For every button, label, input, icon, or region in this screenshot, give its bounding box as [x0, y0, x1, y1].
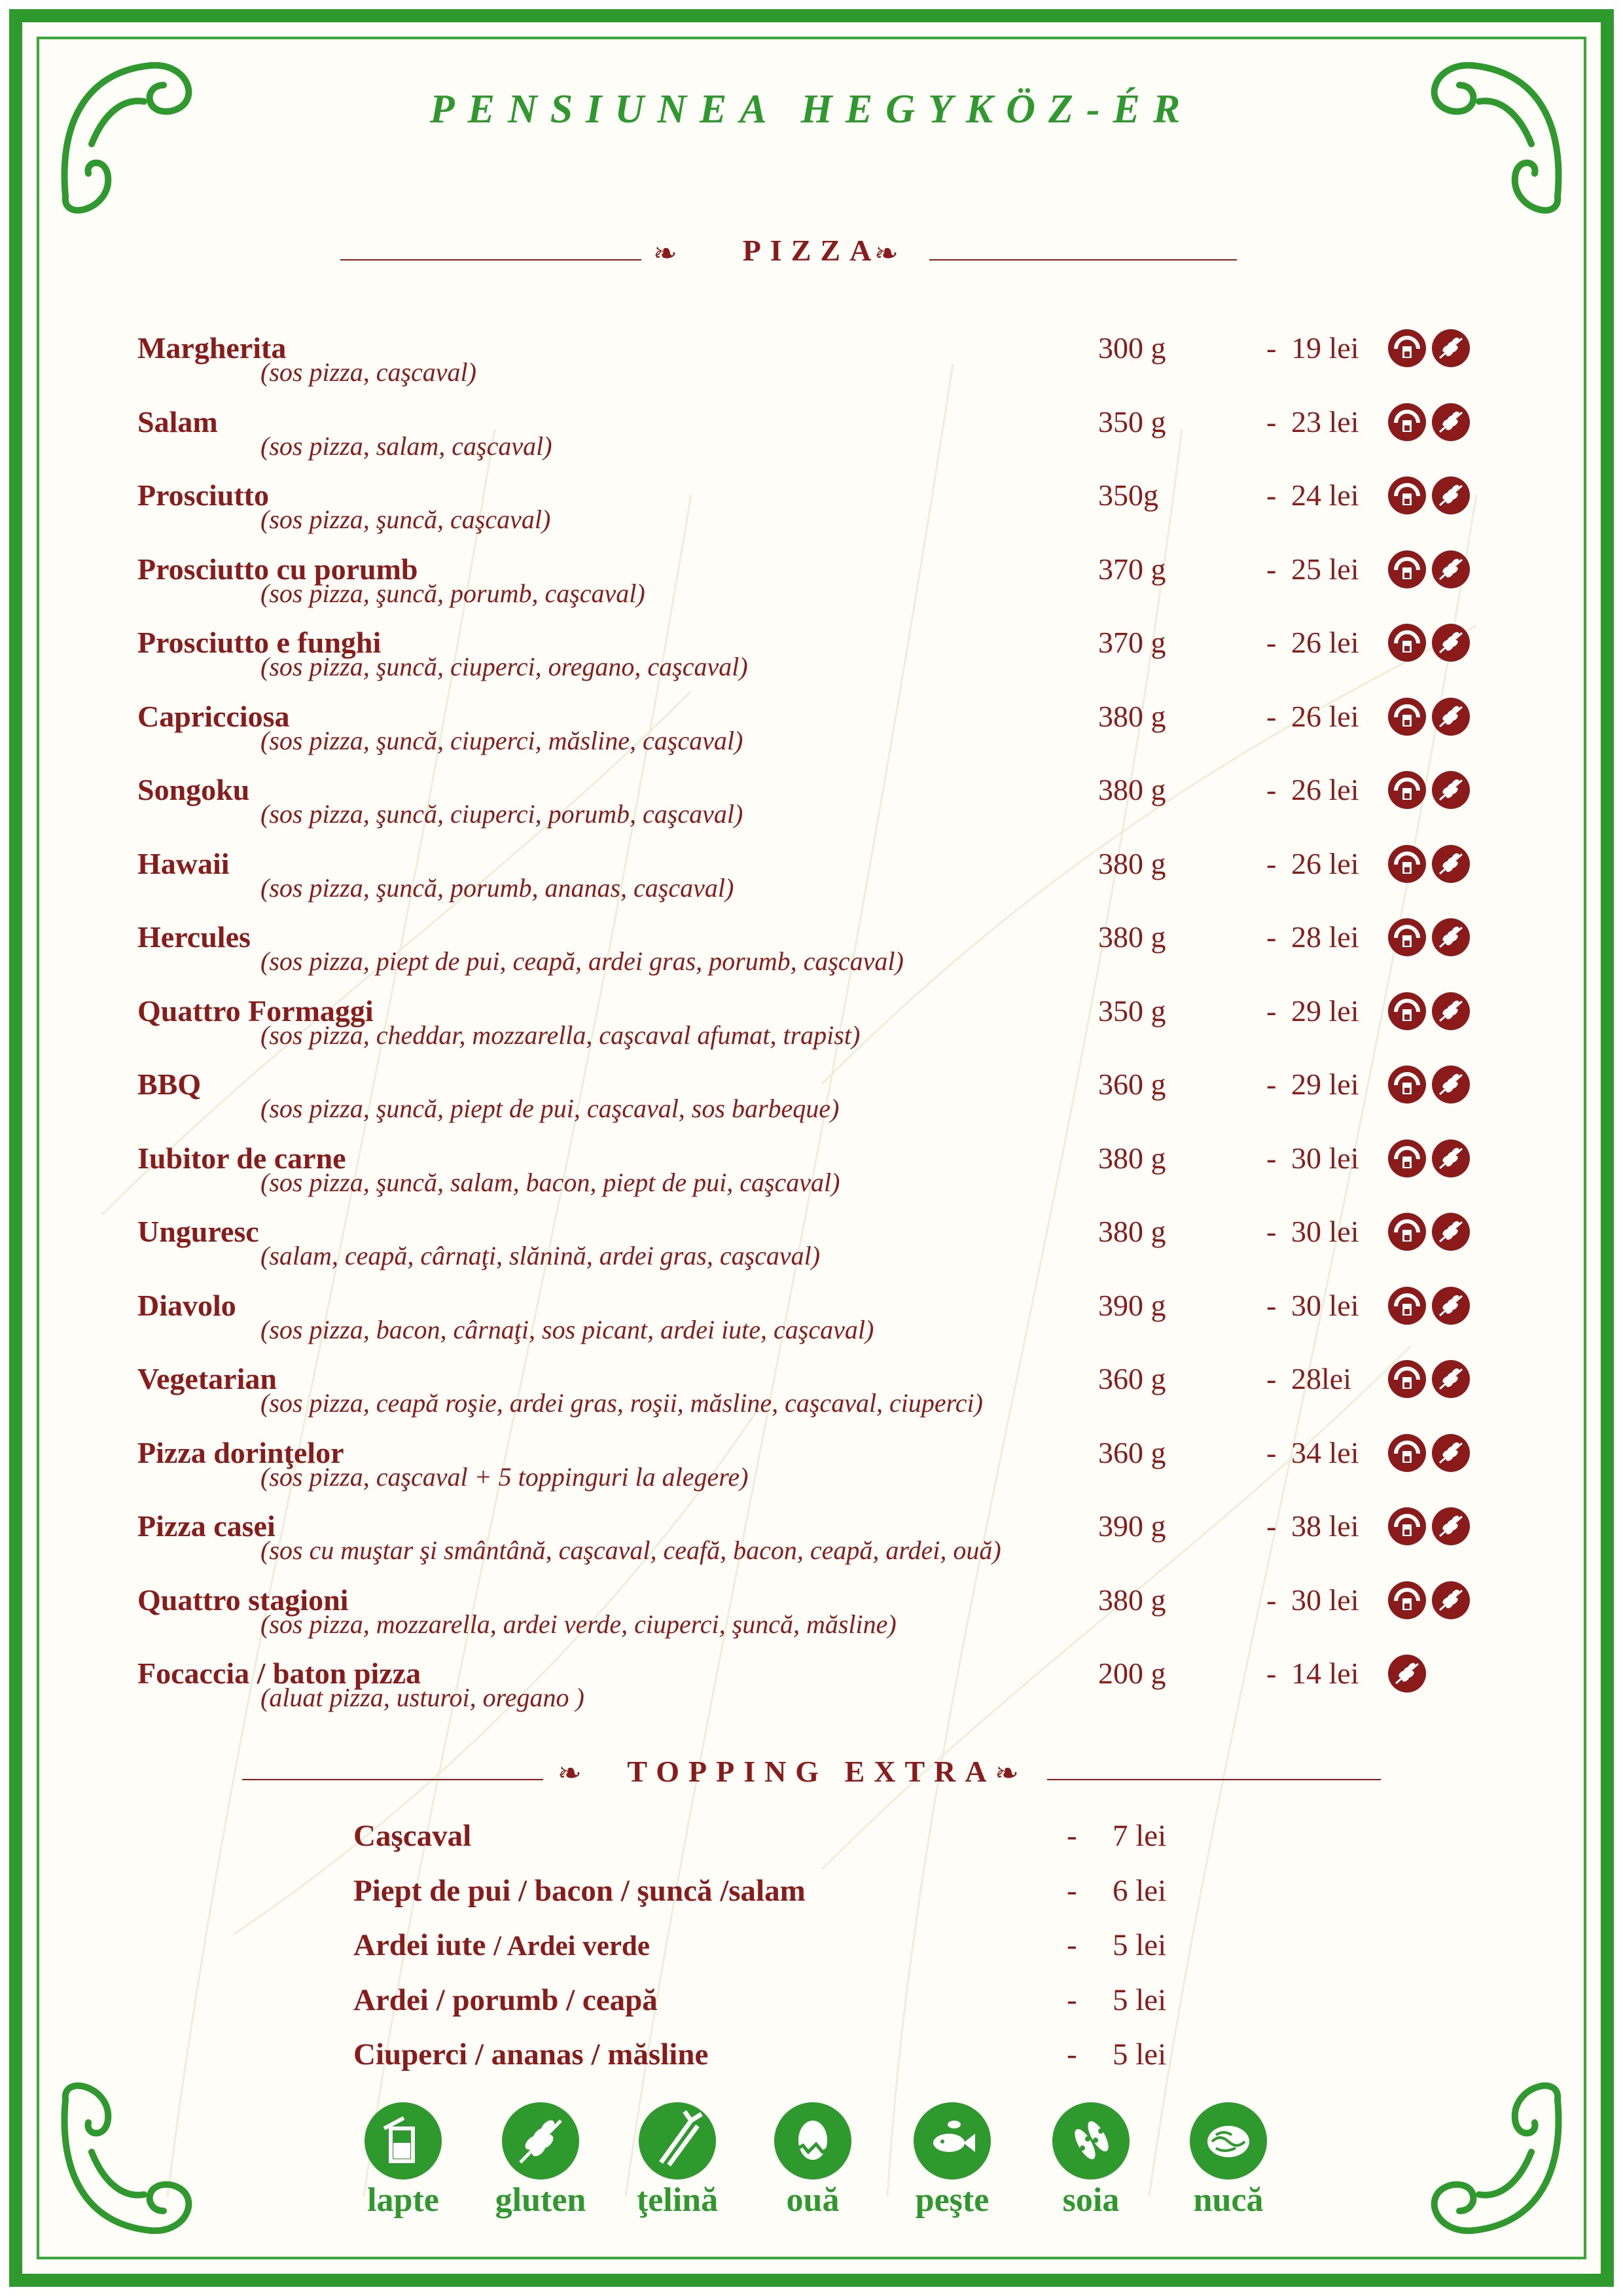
item-description: (sos pizza, şuncă, ciuperci, măsline, caşcaval) — [260, 725, 743, 755]
item-price: 19 lei — [1291, 331, 1359, 365]
menu-item — [137, 1435, 1512, 1509]
milk-allergen-icon — [1388, 1581, 1426, 1619]
menu-item — [137, 404, 1512, 478]
page-title: PENSIUNEA HEGYKÖZ-ÉR — [429, 87, 1194, 132]
topping-name — [353, 1873, 806, 1909]
item-weight: 200 g — [1098, 1657, 1166, 1690]
item-weight: 380 g — [1098, 773, 1166, 806]
legend-label: gluten — [495, 2181, 586, 2219]
item-description: (sos pizza, ceapă roşie, ardei gras, roşii, măsline, caşcaval, ciuperci) — [260, 1388, 983, 1418]
wheat-allergen-icon — [1432, 1139, 1470, 1177]
price-dash: - — [1266, 1141, 1277, 1175]
legend-label: soia — [1062, 2181, 1120, 2219]
item-price: 26 lei — [1291, 846, 1359, 880]
item-weight: 360 g — [1098, 1435, 1166, 1469]
item-description: (sos pizza, şuncă, caşcaval) — [260, 505, 551, 534]
legend-item — [1026, 2102, 1156, 2233]
menu-item — [137, 920, 1512, 993]
milk-allergen-icon — [1388, 1139, 1426, 1177]
item-price: 28 lei — [1291, 920, 1359, 954]
item-name: Iubitor de carne — [137, 1141, 346, 1175]
item-name: Hawaii — [137, 846, 230, 880]
swirl-ornament-right-icon: ❧ — [874, 237, 899, 270]
wheat-allergen-icon — [1432, 550, 1470, 588]
wheat-allergen-icon — [1432, 1581, 1470, 1619]
legend-item — [1163, 2102, 1294, 2233]
egg-icon — [774, 2102, 851, 2179]
item-description: (sos pizza, bacon, cârnaţi, sos picant, ardei iute, caşcaval) — [260, 1314, 874, 1344]
menu-item — [137, 1656, 1512, 1729]
item-price: 26 lei — [1291, 626, 1359, 659]
item-name: Pizza dorinţelor — [137, 1435, 344, 1469]
menu-item — [137, 1583, 1512, 1656]
topping-name-secondary: / Ardei verde — [493, 1931, 650, 1962]
price-dash: - — [1266, 1509, 1277, 1543]
milk-allergen-icon — [1388, 624, 1426, 662]
topping-name — [353, 2037, 708, 2072]
item-name: Focaccia / baton pizza — [137, 1657, 421, 1690]
corner-ornament-bottom-right — [1407, 2080, 1577, 2250]
item-price: 29 lei — [1291, 1067, 1359, 1101]
milk-allergen-icon — [1388, 1360, 1426, 1398]
topping-name-main: Ciuperci / ananas / măsline — [353, 2037, 709, 2072]
item-description: (sos pizza, cheddar, mozzarella, caşcaval afumat, trapist) — [260, 1020, 861, 1050]
topping-item — [353, 1982, 1204, 2022]
milk-allergen-icon — [1388, 845, 1426, 883]
item-name: Quattro stagioni — [137, 1583, 349, 1617]
menu-item — [137, 552, 1512, 625]
milk-allergen-icon — [1388, 1066, 1426, 1103]
milk-allergen-icon — [1388, 918, 1426, 956]
topping-name — [353, 1928, 650, 1963]
wheat-allergen-icon — [1432, 845, 1470, 883]
legend-item — [887, 2102, 1018, 2233]
item-name: Prosciutto — [137, 478, 270, 512]
topping-price: 6 lei — [1113, 1873, 1167, 1908]
item-price: 30 lei — [1291, 1583, 1359, 1617]
wheat-allergen-icon — [1432, 403, 1470, 441]
nut-icon — [1190, 2102, 1267, 2179]
item-description: (sos pizza, caşcaval + 5 toppinguri la alegere) — [260, 1462, 749, 1492]
item-weight: 370 g — [1098, 552, 1166, 586]
menu-item — [137, 478, 1512, 551]
price-dash: - — [1067, 1982, 1077, 2017]
price-dash: - — [1067, 2037, 1077, 2072]
milk-allergen-icon — [1388, 550, 1426, 588]
item-weight: 380 g — [1098, 1583, 1166, 1617]
milk-allergen-icon — [1388, 698, 1426, 736]
price-dash: - — [1266, 1657, 1277, 1690]
item-description: (sos pizza, salam, caşcaval) — [260, 431, 552, 461]
item-description: (sos pizza, caşcaval) — [260, 357, 476, 387]
item-price: 14 lei — [1291, 1657, 1359, 1690]
item-name: Songoku — [137, 773, 250, 806]
price-dash: - — [1266, 404, 1277, 439]
soy-icon — [1052, 2102, 1130, 2179]
price-dash: - — [1266, 1288, 1277, 1322]
item-name: Prosciutto e funghi — [137, 626, 382, 659]
item-name: Diavolo — [137, 1288, 236, 1322]
item-price: 29 lei — [1291, 994, 1359, 1028]
price-dash: - — [1266, 1435, 1277, 1469]
item-price: 23 lei — [1291, 404, 1359, 439]
section-title-topping: TOPPING EXTRA — [627, 1755, 996, 1788]
menu-item — [137, 1361, 1512, 1435]
item-weight: 390 g — [1098, 1288, 1166, 1322]
celery-icon — [639, 2102, 716, 2179]
milk-allergen-icon — [1388, 992, 1426, 1030]
topping-price: 5 lei — [1113, 1982, 1167, 2017]
swirl-ornament-right-icon: ❧ — [995, 1757, 1019, 1790]
item-name: Capricciosa — [137, 699, 290, 733]
item-price: 28lei — [1291, 1362, 1351, 1395]
legend-label: nucă — [1193, 2181, 1264, 2219]
topping-name — [353, 1818, 471, 1854]
item-weight: 390 g — [1098, 1509, 1166, 1543]
item-description: (sos cu muştar şi smântână, caşcaval, ceafă, bacon, ceapă, ardei, ouă) — [260, 1535, 1001, 1565]
price-dash: - — [1266, 1583, 1277, 1617]
milk-allergen-icon — [1388, 771, 1426, 809]
wheat-allergen-icon — [1388, 1655, 1426, 1693]
topping-item — [353, 1818, 1204, 1857]
price-dash: - — [1266, 626, 1277, 659]
item-weight: 380 g — [1098, 699, 1166, 733]
item-description: (sos pizza, şuncă, ciuperci, porumb, caşcaval) — [260, 799, 743, 829]
menu-item — [137, 1067, 1512, 1140]
price-dash: - — [1266, 773, 1277, 806]
fish-icon — [914, 2102, 991, 2179]
swirl-ornament-left-icon: ❧ — [558, 1757, 582, 1790]
item-weight: 380 g — [1098, 1215, 1166, 1248]
topping-price: 7 lei — [1113, 1819, 1167, 1853]
menu-item — [137, 1214, 1512, 1287]
price-dash: - — [1266, 331, 1277, 365]
item-weight: 360 g — [1098, 1067, 1166, 1101]
item-price: 26 lei — [1291, 773, 1359, 806]
wheat-allergen-icon — [1432, 1066, 1470, 1103]
price-dash: - — [1266, 920, 1277, 954]
item-price: 38 lei — [1291, 1509, 1359, 1543]
wheat-allergen-icon — [1432, 992, 1470, 1030]
menu-item — [137, 625, 1512, 698]
item-description: (sos pizza, şuncă, porumb, ananas, caşcaval) — [260, 872, 734, 903]
corner-ornament-bottom-left — [46, 2080, 216, 2250]
price-dash: - — [1067, 1819, 1077, 1853]
legend-label: ţelină — [636, 2181, 719, 2219]
section-rule-right — [1047, 1779, 1381, 1780]
item-price: 30 lei — [1291, 1215, 1359, 1248]
milk-allergen-icon — [1388, 403, 1426, 441]
wheat-allergen-icon — [1432, 1434, 1470, 1472]
item-name: Quattro Formaggi — [137, 994, 374, 1028]
section-title-pizza: PIZZA — [742, 234, 881, 267]
item-price: 24 lei — [1291, 478, 1359, 512]
topping-name-main: Ardei / porumb / ceapă — [353, 1982, 658, 2017]
topping-name-main: Caşcaval — [353, 1819, 472, 1853]
menu-item — [137, 331, 1512, 404]
item-name: Prosciutto cu porumb — [137, 552, 418, 586]
topping-item — [353, 1928, 1204, 1967]
item-price: 26 lei — [1291, 699, 1359, 733]
price-dash: - — [1266, 552, 1277, 586]
item-name: Vegetarian — [137, 1362, 277, 1395]
item-description: (sos pizza, şuncă, ciuperci, oregano, caşcaval) — [260, 652, 748, 681]
topping-item — [353, 2037, 1204, 2076]
milk-allergen-icon — [1388, 1287, 1426, 1325]
wheat-allergen-icon — [1432, 329, 1470, 367]
item-weight: 300 g — [1098, 331, 1166, 365]
item-name: Unguresc — [137, 1215, 259, 1248]
legend-item — [338, 2102, 469, 2233]
legend-item — [747, 2102, 878, 2233]
legend-label: lapte — [367, 2181, 439, 2219]
wheat-icon — [502, 2102, 579, 2179]
milk-allergen-icon — [1388, 329, 1426, 367]
milk-allergen-icon — [1388, 1213, 1426, 1251]
wheat-allergen-icon — [1432, 624, 1470, 662]
topping-item — [353, 1873, 1204, 1912]
legend-label: peşte — [915, 2181, 990, 2219]
item-name: Salam — [137, 404, 218, 439]
wheat-allergen-icon — [1432, 698, 1470, 736]
wheat-allergen-icon — [1432, 1287, 1470, 1325]
price-dash: - — [1266, 1362, 1277, 1395]
price-dash: - — [1266, 1067, 1277, 1101]
legend-label: ouă — [786, 2181, 840, 2219]
topping-price: 5 lei — [1113, 2037, 1167, 2072]
milk-allergen-icon — [1388, 476, 1426, 514]
topping-name — [353, 1982, 658, 2018]
legend-item — [475, 2102, 606, 2233]
price-dash: - — [1266, 1215, 1277, 1248]
price-dash: - — [1067, 1873, 1077, 1908]
item-description: (aluat pizza, usturoi, oregano ) — [260, 1683, 584, 1712]
item-weight: 350 g — [1098, 994, 1166, 1028]
wheat-allergen-icon — [1432, 1213, 1470, 1251]
price-dash: - — [1266, 994, 1277, 1028]
item-weight: 350g — [1098, 478, 1158, 512]
item-name: Pizza casei — [137, 1509, 276, 1543]
item-price: 34 lei — [1291, 1435, 1359, 1469]
item-weight: 370 g — [1098, 626, 1166, 659]
menu-item — [137, 772, 1512, 846]
menu-item — [137, 846, 1512, 920]
menu-item — [137, 1288, 1512, 1361]
section-rule-right — [929, 259, 1237, 260]
item-name: Hercules — [137, 920, 251, 954]
item-description: (sos pizza, mozzarella, ardei verde, ciuperci, şuncă, măsline) — [260, 1609, 897, 1639]
price-dash: - — [1067, 1928, 1077, 1962]
item-price: 30 lei — [1291, 1141, 1359, 1175]
item-description: (sos pizza, piept de pui, ceapă, ardei gras, porumb, caşcaval) — [260, 946, 904, 976]
item-weight: 380 g — [1098, 920, 1166, 954]
milk-allergen-icon — [1388, 1434, 1426, 1472]
price-dash: - — [1266, 699, 1277, 733]
price-dash: - — [1266, 478, 1277, 512]
menu-item — [137, 1509, 1512, 1582]
topping-name-main: Ardei iute — [353, 1928, 494, 1962]
milk-allergen-icon — [1388, 1507, 1426, 1545]
item-weight: 360 g — [1098, 1362, 1166, 1395]
menu-item — [137, 699, 1512, 772]
topping-price: 5 lei — [1113, 1928, 1167, 1962]
legend-item — [612, 2102, 743, 2233]
topping-name-main: Piept de pui / bacon / şuncă /salam — [353, 1873, 806, 1908]
price-dash: - — [1266, 846, 1277, 880]
wheat-allergen-icon — [1432, 1360, 1470, 1398]
menu-item — [137, 994, 1512, 1067]
item-description: (sos pizza, şuncă, porumb, caşcaval) — [260, 578, 645, 608]
wheat-allergen-icon — [1432, 771, 1470, 809]
item-weight: 380 g — [1098, 846, 1166, 880]
item-weight: 380 g — [1098, 1141, 1166, 1175]
menu-item — [137, 1141, 1512, 1214]
item-description: (salam, ceapă, cârnaţi, slănină, ardei gras, caşcaval) — [260, 1241, 821, 1270]
milk-icon — [365, 2102, 442, 2179]
item-description: (sos pizza, şuncă, piept de pui, caşcaval, sos barbeque) — [260, 1094, 840, 1123]
swirl-ornament-left-icon: ❧ — [653, 237, 677, 270]
item-weight: 350 g — [1098, 404, 1166, 439]
item-price: 25 lei — [1291, 552, 1359, 586]
wheat-allergen-icon — [1432, 918, 1470, 956]
item-name: Margherita — [137, 331, 287, 365]
item-name: BBQ — [137, 1067, 202, 1101]
item-price: 30 lei — [1291, 1288, 1359, 1322]
wheat-allergen-icon — [1432, 1507, 1470, 1545]
item-description: (sos pizza, şuncă, salam, bacon, piept de pui, caşcaval) — [260, 1167, 840, 1197]
wheat-allergen-icon — [1432, 476, 1470, 514]
